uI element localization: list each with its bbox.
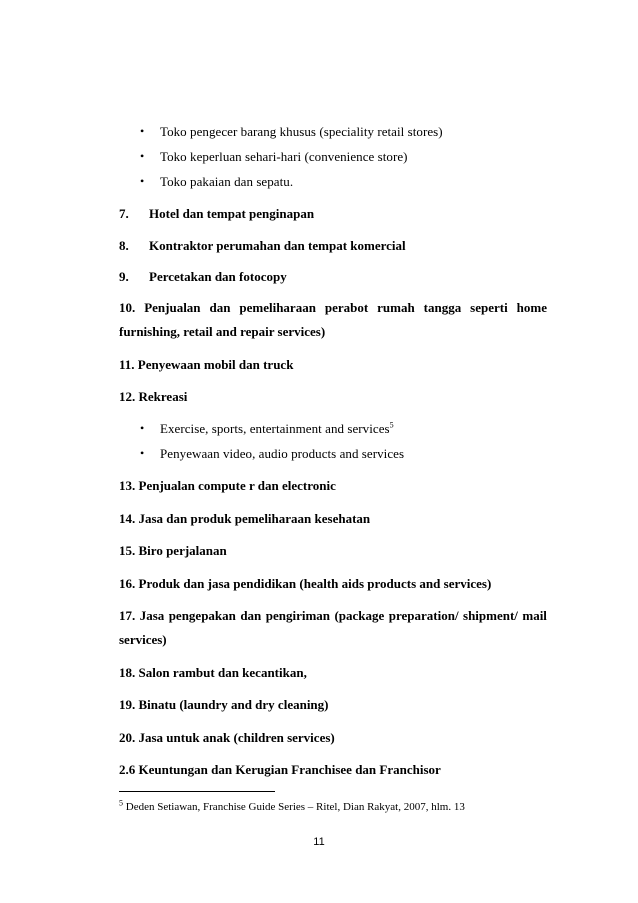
word: pengiriman	[265, 608, 331, 623]
bullet-text: Toko pakaian dan sepatu.	[160, 174, 294, 189]
word: seperti	[470, 300, 508, 315]
word: perabot	[324, 300, 369, 315]
word: (package	[334, 608, 385, 623]
bullet-text: Penyewaan video, audio products and services	[160, 446, 405, 461]
bullet-icon: •	[140, 124, 145, 138]
list-item-17-line2: services)	[119, 632, 167, 647]
list-item-7	[119, 206, 315, 222]
list-item-18: 18. Salon rambut dan kecantikan,	[119, 665, 307, 680]
word: 10.	[119, 300, 136, 315]
word: rumah	[377, 300, 415, 315]
word: home	[516, 300, 547, 315]
bullet-text: Exercise, sports, entertainment and services$^5$	[160, 420, 394, 436]
word: Penjualan	[144, 300, 201, 315]
word: Jasa	[139, 608, 165, 623]
page-number: 11	[313, 836, 325, 848]
list-item-10-line2: furnishing, retail and repair services)	[119, 324, 326, 339]
footnote-divider	[119, 791, 275, 792]
list-text: Kontraktor perumahan dan tempat komercial	[149, 238, 406, 253]
footnote-text: Deden Setiawan, Franchise Guide Series – Ritel, Dian Rakyat, 2007, hlm. 13	[123, 801, 465, 813]
list-item-13: 13. Penjualan compute r dan electronic	[119, 478, 336, 493]
word: tangga	[423, 300, 462, 315]
list-item-20: 20. Jasa untuk anak (children services)	[119, 730, 335, 745]
word: mail	[522, 608, 547, 623]
word: pemeliharaan	[239, 300, 316, 315]
list-item-11: 11. Penyewaan mobil dan truck	[119, 357, 294, 372]
bullet-text: Toko pengecer barang khusus (speciality retail stores)	[160, 124, 443, 139]
word: pengepakan	[168, 608, 236, 623]
section-heading: 2.6 Keuntungan dan Kerugian Franchisee dan Franchisor	[119, 762, 441, 777]
list-number: 8.	[119, 238, 129, 253]
list-item-8	[119, 238, 406, 254]
footnote-ref: 5	[389, 420, 394, 430]
word: dan	[209, 300, 231, 315]
list-item-19: 19. Binatu (laundry and dry cleaning)	[119, 697, 329, 712]
list-text: Percetakan dan fotocopy	[149, 269, 287, 284]
list-item-9	[119, 269, 287, 285]
word: shipment/	[463, 608, 518, 623]
bullet-icon: •	[140, 174, 145, 188]
bullet-text: Toko keperluan sehari-hari (convenience store)	[160, 149, 408, 164]
bullet-icon: •	[140, 421, 145, 435]
bullet-icon: •	[140, 446, 145, 460]
list-item-16: 16. Produk dan jasa pendidikan (health aids products and services)	[119, 576, 492, 591]
footnote	[119, 798, 465, 813]
list-text: Hotel dan tempat penginapan	[149, 206, 315, 221]
list-number: 9.	[119, 269, 129, 284]
list-item-10-line1	[119, 300, 547, 316]
word: 17.	[119, 608, 136, 623]
list-number: 7.	[119, 206, 129, 221]
word: dan	[240, 608, 262, 623]
bullet-icon: •	[140, 149, 145, 163]
word: preparation/	[388, 608, 459, 623]
footnote-mark: 5	[119, 798, 123, 808]
list-item-17-line1	[119, 608, 547, 624]
list-item-15: 15. Biro perjalanan	[119, 543, 227, 558]
list-item-14: 14. Jasa dan produk pemeliharaan kesehatan	[119, 511, 371, 526]
list-item-12: 12. Rekreasi	[119, 389, 188, 404]
